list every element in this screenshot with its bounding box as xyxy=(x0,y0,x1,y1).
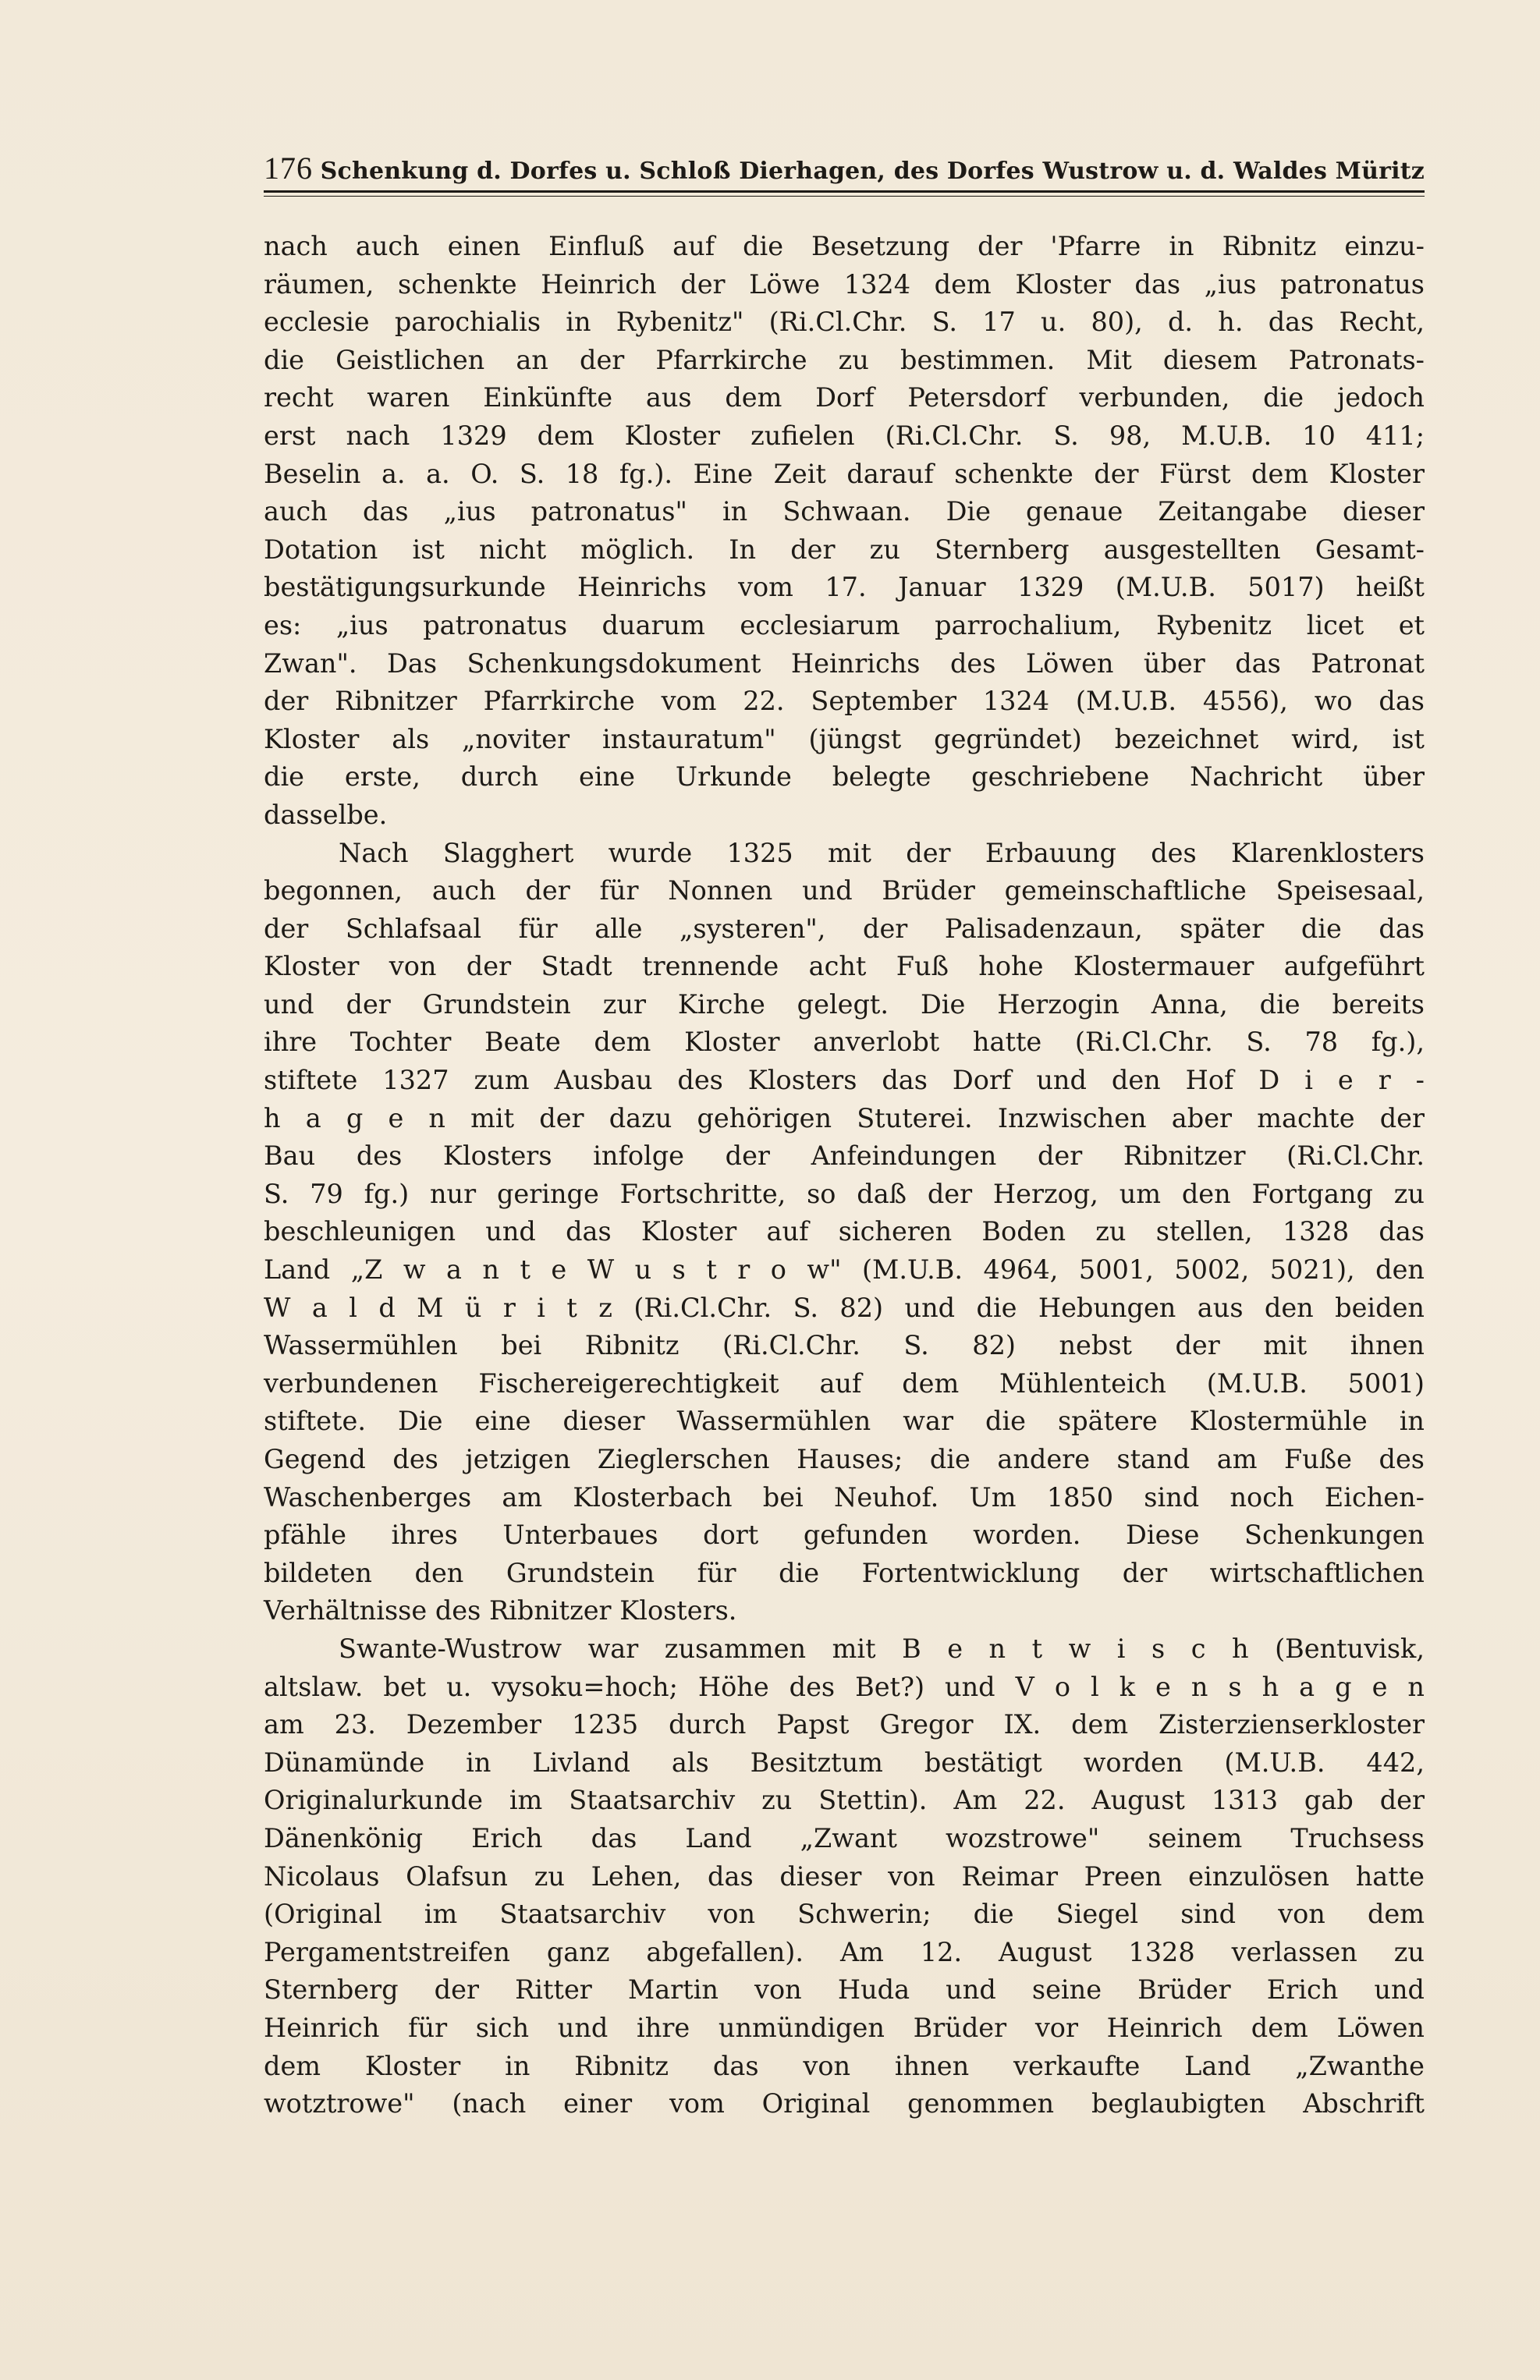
text-line: Land „Z w a n t e W u s t r o w" (M.U.B. 4964, 5001, 5002, 5021), den xyxy=(264,1254,1425,1286)
page-header xyxy=(264,150,1425,186)
text-line: stiftete. Die eine dieser Wassermühlen war die spätere Klostermühle in xyxy=(264,1406,1425,1437)
text-line: die Geistlichen an der Pfarrkirche zu bestimmen. Mit diesem Patronats- xyxy=(264,344,1425,375)
text-line: erst nach 1329 dem Kloster zufielen (Ri.Cl.Chr. S. 98, M.U.B. 10 411; xyxy=(264,420,1425,451)
text-line: Nicolaus Olafsun zu Lehen, das dieser von Reimar Preen einzulösen hatte xyxy=(264,1860,1425,1892)
text-line: nach auch einen Einfluß auf die Besetzung der 'Pfarre in Ribnitz einzu- xyxy=(264,231,1425,261)
text-line: Zwan". Das Schenkungsdokument Heinrichs des Löwen über das Patronat xyxy=(264,647,1425,679)
text-line: bestätigungsurkunde Heinrichs vom 17. Januar 1329 (M.U.B. 5017) heißt xyxy=(264,572,1425,603)
text-line: und der Grundstein zur Kirche gelegt. Die Herzogin Anna, die bereits xyxy=(264,988,1425,1020)
text-line: verbundenen Fischereigerechtigkeit auf dem Mühlenteich (M.U.B. 5001) xyxy=(264,1367,1425,1399)
text-line: Gegend des jetzigen Zieglerschen Hauses; die andere stand am Fuße des xyxy=(264,1444,1425,1474)
text-line: Sternberg der Ritter Martin von Huda und seine Brüder Erich und xyxy=(264,1974,1425,2006)
text-line: S. 79 fg.) nur geringe Fortschritte, so daß der Herzog, um den Fortgang zu xyxy=(264,1178,1425,1209)
text-line: der Schlafsaal für alle „systeren", der Palisadenzaun, später die das xyxy=(264,913,1425,944)
text-line: pfähle ihres Unterbaues dort gefunden worden. Diese Schenkungen xyxy=(264,1520,1425,1551)
text-line: es: „ius patronatus duarum ecclesiarum parrochalium, Rybenitz licet et xyxy=(264,609,1425,640)
text-line: Swante-Wustrow war zusammen mit B e n t w i s c h (Bentuvisk, xyxy=(339,1633,1425,1664)
text-line: Wassermühlen bei Ribnitz (Ri.Cl.Chr. S. 82) nebst der mit ihnen xyxy=(264,1330,1425,1361)
text-line: Waschenberges am Klosterbach bei Neuhof. Um 1850 sind noch Eichen- xyxy=(264,1481,1425,1513)
text-line: Nach Slagghert wurde 1325 mit der Erbauung des Klarenklosters xyxy=(339,837,1425,868)
page-number: 176 xyxy=(264,151,313,186)
text-line: dem Kloster in Ribnitz das von ihnen verkaufte Land „Zwanthe xyxy=(264,2050,1425,2081)
text-line: Kloster als „noviter instauratum" (jüngst gegründet) bezeichnet wird, ist xyxy=(264,723,1425,754)
header-rule-thin xyxy=(264,196,1425,197)
text-line: Originalurkunde im Staatsarchiv zu Stettin). Am 22. August 1313 gab der xyxy=(264,1785,1425,1816)
text-line: am 23. Dezember 1235 durch Papst Gregor IX. dem Zisterzienserkloster xyxy=(264,1709,1425,1740)
text-line: recht waren Einkünfte aus dem Dorf Petersdorf verbunden, die jedoch xyxy=(264,382,1425,413)
text-line: bildeten den Grundstein für die Fortentwicklung der wirtschaftlichen xyxy=(264,1557,1425,1588)
text-line: die erste, durch eine Urkunde belegte geschriebene Nachricht über xyxy=(264,761,1425,793)
text-line: wotztrowe" (nach einer vom Original genommen beglaubigten Abschrift xyxy=(264,2088,1425,2119)
text-line: dasselbe. xyxy=(264,799,388,830)
text-line: (Original im Staatsarchiv von Schwerin; die Siegel sind von dem xyxy=(264,1899,1425,1930)
header-rule-thick xyxy=(264,190,1425,193)
text-line: ecclesie parochialis in Rybenitz" (Ri.Cl.Chr. S. 17 u. 80), d. h. das Recht, xyxy=(264,307,1425,338)
text-line: Beselin a. a. O. S. 18 fg.). Eine Zeit darauf schenkte der Fürst dem Kloster xyxy=(264,458,1425,489)
text-line: Pergamentstreifen ganz abgefallen). Am 12. August 1328 verlassen zu xyxy=(264,1936,1425,1967)
text-line: der Ribnitzer Pfarrkirche vom 22. September 1324 (M.U.B. 4556), wo das xyxy=(264,686,1425,717)
text-line: auch das „ius patronatus" in Schwaan. Die genaue Zeitangabe dieser xyxy=(264,496,1425,527)
text-line: h a g e n mit der dazu gehörigen Stuterei. Inzwischen aber machte der xyxy=(264,1102,1425,1133)
text-line: Bau des Klosters infolge der Anfeindungen der Ribnitzer (Ri.Cl.Chr. xyxy=(264,1140,1425,1172)
text-line: Heinrich für sich und ihre unmündigen Brüder vor Heinrich dem Löwen xyxy=(264,2012,1425,2043)
text-line: Dänenkönig Erich das Land „Zwant wozstrowe" seinem Truchsess xyxy=(264,1822,1425,1853)
text-line: W a l d M ü r i t z (Ri.Cl.Chr. S. 82) und die Hebungen aus den beiden xyxy=(264,1292,1425,1323)
text-line: altslaw. bet u. vysoku=hoch; Höhe des Bet?) und V o l k e n s h a g e n xyxy=(264,1671,1425,1702)
text-line: Kloster von der Stadt trennende acht Fuß hohe Klostermauer aufgeführt xyxy=(264,951,1425,982)
body-text xyxy=(264,228,1425,2123)
running-title: Schenkung d. Dorfes u. Schloß Dierhagen, des Dorfes Wustrow u. d. Waldes Müritz xyxy=(320,158,1425,185)
text-line: begonnen, auch der für Nonnen und Brüder gemeinschaftliche Speisesaal, xyxy=(264,875,1425,906)
text-line: stiftete 1327 zum Ausbau des Klosters das Dorf und den Hof D i e r - xyxy=(264,1065,1425,1096)
text-line: ihre Tochter Beate dem Kloster anverlobt hatte (Ri.Cl.Chr. S. 78 fg.), xyxy=(264,1027,1425,1058)
text-line: räumen, schenkte Heinrich der Löwe 1324 dem Kloster das „ius patronatus xyxy=(264,268,1425,300)
text-line: Dotation ist nicht möglich. In der zu Sternberg ausgestellten Gesamt- xyxy=(264,534,1425,565)
text-line: Dünamünde in Livland als Besitztum bestätigt worden (M.U.B. 442, xyxy=(264,1747,1425,1778)
text-line: beschleunigen und das Kloster auf sicheren Boden zu stellen, 1328 das xyxy=(264,1216,1425,1247)
text-line: Verhältnisse des Ribnitzer Klosters. xyxy=(264,1595,737,1626)
